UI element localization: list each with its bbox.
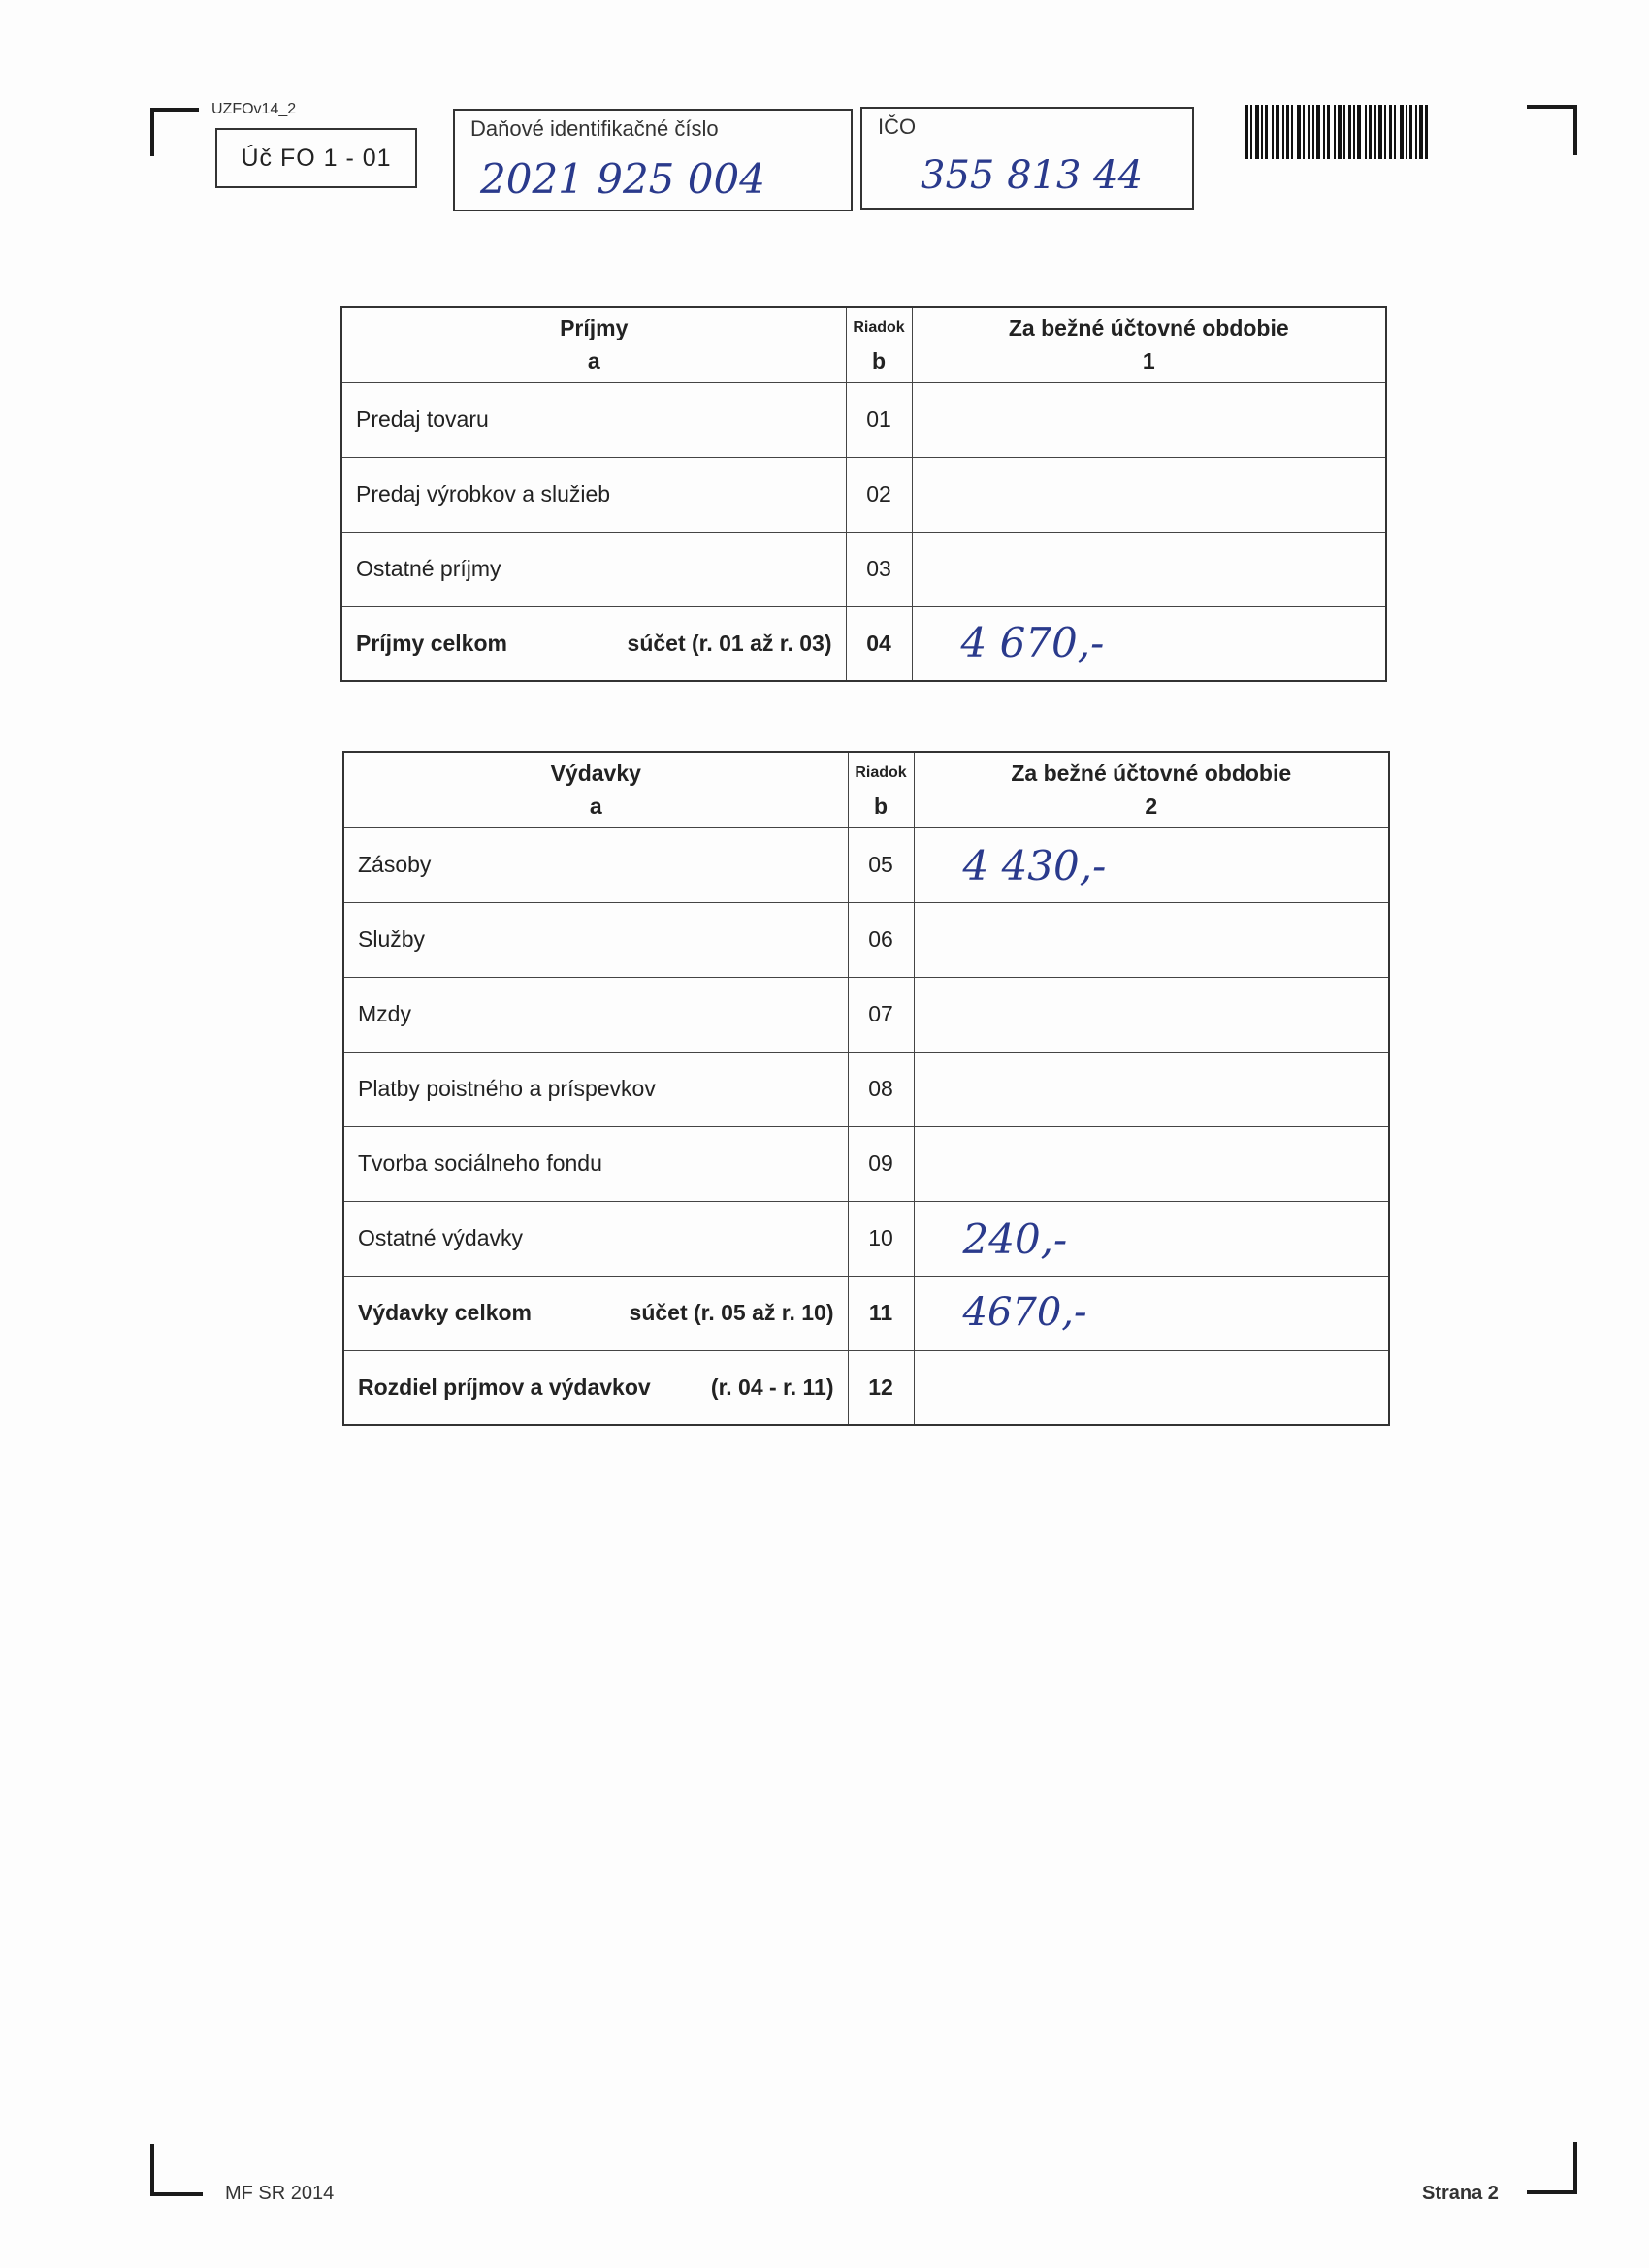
row-number: 03 (846, 532, 912, 606)
col-c-sub: 1 (1142, 348, 1155, 374)
row-label: Tvorba sociálneho fondu (343, 1126, 848, 1201)
row-label: Príjmy celkom (356, 630, 507, 656)
row-note: (r. 04 - r. 11) (710, 1374, 834, 1400)
dic-value[interactable]: 2021 925 004 (480, 155, 765, 203)
table-row (343, 1126, 1389, 1201)
row-value-field[interactable] (912, 382, 1386, 457)
corner-mark-bottom-right (1573, 2142, 1577, 2194)
col-c-sub: 2 (1145, 794, 1158, 820)
col-c-title: Za bežné účtovné obdobie (1011, 761, 1292, 787)
row-number: 02 (846, 457, 912, 532)
ico-label: IČO (878, 114, 917, 139)
row-value: 4670,- (962, 1289, 1087, 1335)
corner-mark-top-left-h (150, 108, 199, 112)
corner-mark-top-right (1573, 105, 1577, 155)
table-row (343, 827, 1389, 902)
footer-left: MF SR 2014 (225, 2183, 335, 2204)
corner-mark-top-left (150, 108, 154, 156)
row-label: Predaj tovaru (341, 382, 846, 457)
row-number: 01 (846, 382, 912, 457)
table-row (343, 902, 1389, 977)
table-row (341, 532, 1386, 606)
income-table-header (341, 307, 1386, 382)
corner-mark-bottom-left (150, 2144, 154, 2196)
income-table (340, 306, 1387, 682)
table-row (341, 382, 1386, 457)
row-value-field[interactable] (914, 827, 1389, 902)
col-b-title: Riadok (853, 319, 905, 337)
row-number: 11 (848, 1276, 914, 1350)
row-label: Výdavky celkom (358, 1300, 533, 1325)
row-value: 4 670,- (960, 618, 1105, 666)
row-number: 12 (848, 1350, 914, 1425)
row-label: Ostatné príjmy (341, 532, 846, 606)
col-a-sub: a (587, 348, 600, 374)
row-value-field[interactable] (914, 1052, 1389, 1126)
page-number: Strana 2 (1422, 2183, 1499, 2204)
form-id: Úč FO 1 - 01 (215, 128, 417, 188)
row-note: súčet (r. 05 až r. 10) (629, 1300, 834, 1325)
dic-box (453, 109, 853, 211)
col-a-title: Výdavky (550, 761, 641, 787)
row-number: 10 (848, 1201, 914, 1276)
barcode (1245, 105, 1478, 159)
corner-mark-top-right-h (1527, 105, 1577, 109)
row-label: Zásoby (343, 827, 848, 902)
row-number: 07 (848, 977, 914, 1052)
dic-label: Daňové identifikačné číslo (470, 116, 719, 141)
row-number: 04 (846, 606, 912, 681)
row-number: 09 (848, 1126, 914, 1201)
corner-mark-bottom-left-h (150, 2192, 203, 2196)
col-c-title: Za bežné účtovné obdobie (1008, 315, 1289, 341)
row-value: 4 430,- (962, 841, 1107, 890)
col-b-sub: b (873, 794, 889, 820)
table-row (343, 1201, 1389, 1276)
expense-table (342, 751, 1390, 1426)
row-label: Platby poistného a príspevkov (343, 1052, 848, 1126)
row-label: Mzdy (343, 977, 848, 1052)
row-label: Rozdiel príjmov a výdavkov (358, 1374, 651, 1400)
row-note: súčet (r. 01 až r. 03) (627, 630, 832, 656)
row-value-field[interactable] (914, 1276, 1389, 1350)
expense-table-header (343, 752, 1389, 827)
row-label: Predaj výrobkov a služieb (341, 457, 846, 532)
ico-value[interactable]: 355 813 44 (921, 153, 1144, 198)
ico-box (860, 107, 1194, 210)
row-value-field[interactable] (914, 902, 1389, 977)
table-row-total (341, 606, 1386, 681)
row-value-field[interactable] (912, 532, 1386, 606)
row-value-field[interactable] (914, 1201, 1389, 1276)
col-b-sub: b (871, 348, 887, 374)
row-label: Ostatné výdavky (343, 1201, 848, 1276)
row-value-field[interactable] (914, 977, 1389, 1052)
row-value: 240,- (962, 1215, 1068, 1263)
corner-mark-bottom-right-h (1527, 2190, 1577, 2194)
table-row (343, 1052, 1389, 1126)
col-a-title: Príjmy (560, 315, 629, 341)
table-row-difference (343, 1350, 1389, 1425)
row-number: 05 (848, 827, 914, 902)
table-row (341, 457, 1386, 532)
row-value-field[interactable] (912, 606, 1386, 681)
row-number: 08 (848, 1052, 914, 1126)
row-value-field[interactable] (912, 457, 1386, 532)
row-value-field[interactable] (914, 1350, 1389, 1425)
table-row-total (343, 1276, 1389, 1350)
col-b-title: Riadok (855, 764, 907, 782)
row-value-field[interactable] (914, 1126, 1389, 1201)
col-a-sub: a (589, 794, 602, 820)
row-label: Služby (343, 902, 848, 977)
row-number: 06 (848, 902, 914, 977)
form-code: UZFOv14_2 (211, 101, 297, 117)
table-row (343, 977, 1389, 1052)
